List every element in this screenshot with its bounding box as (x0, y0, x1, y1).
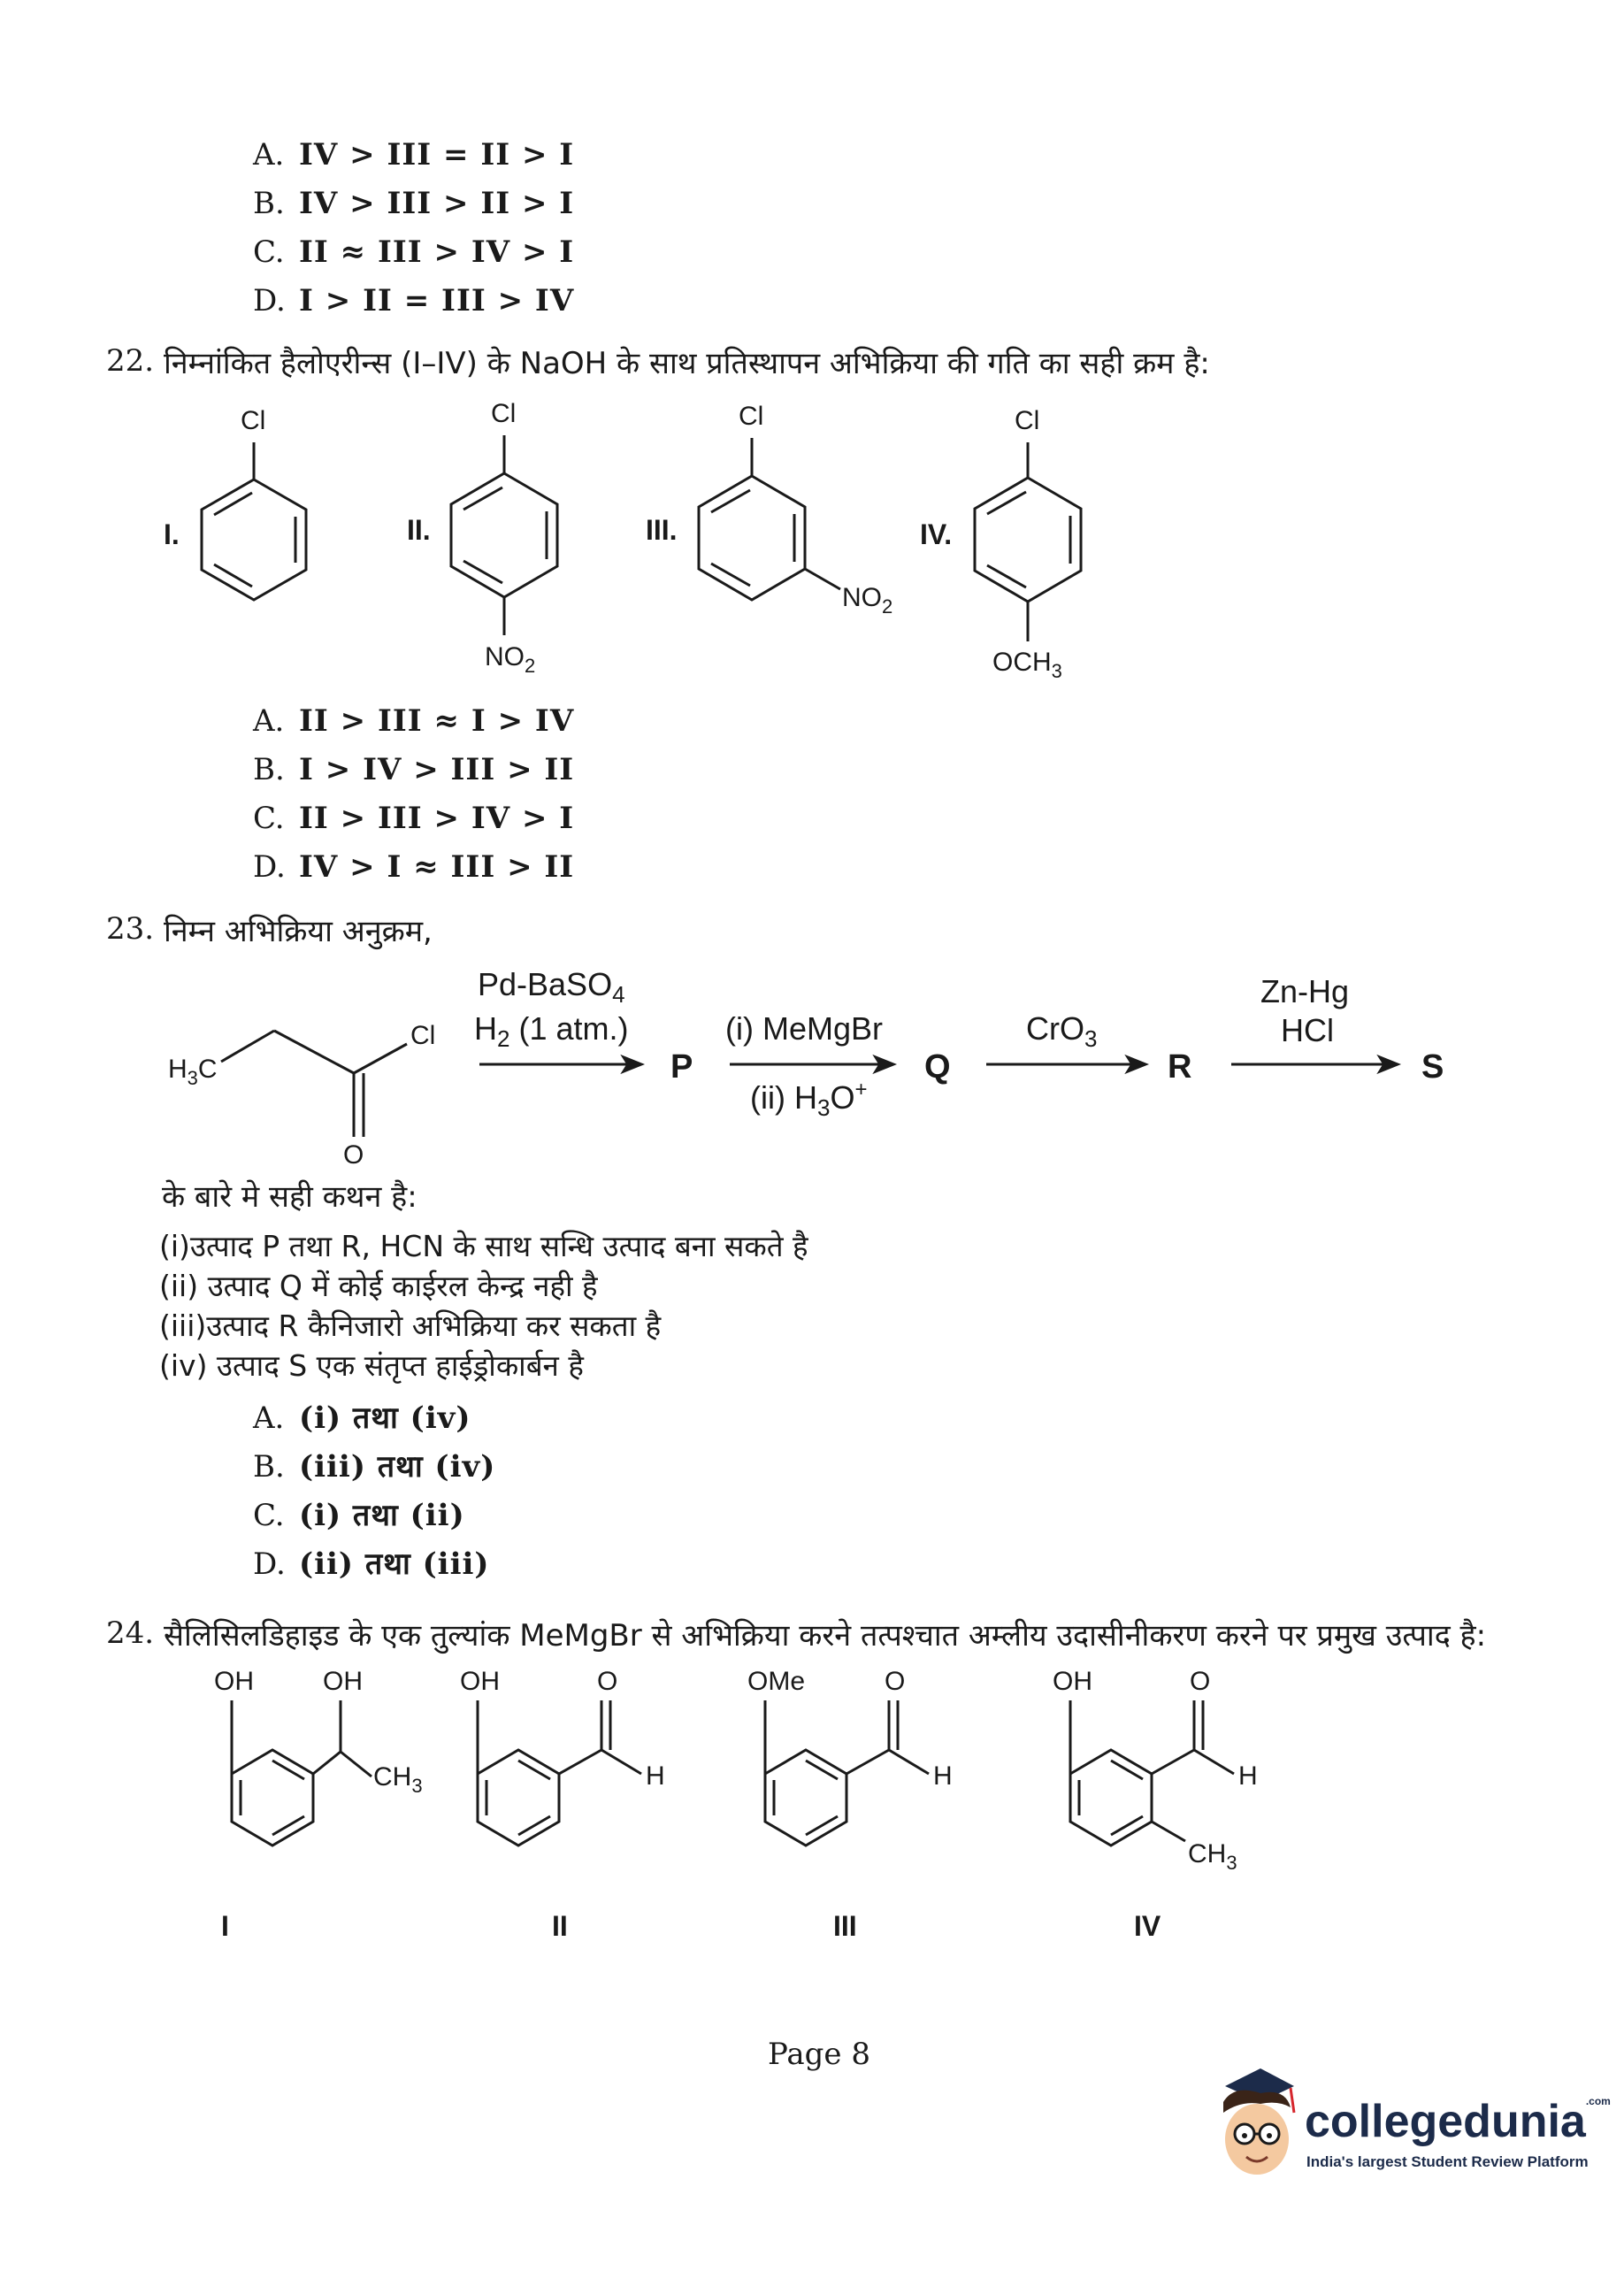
arrow-2-reagent-1: (i) MeMgBr (725, 1010, 883, 1047)
structure-iv-och3: $OCH_3$ (992, 648, 1062, 682)
q24-i-oh-1: OH (214, 1667, 254, 1696)
product-r: R (1168, 1048, 1192, 1086)
q23-option-d: D. (ii) तथा (iii) (253, 1546, 490, 1582)
arrow-1-reagent-1: Pd-BaSO$_4$ (478, 966, 625, 1008)
arrow-4-reagent-1: Zn-Hg (1260, 973, 1350, 1009)
q24-i-oh-2: OH (323, 1667, 363, 1696)
q24-structures (133, 1654, 1327, 1955)
q22-structure-iii (646, 402, 892, 618)
product-s: S (1421, 1048, 1444, 1086)
arrow-4-reagent-2: HCl (1281, 1012, 1334, 1048)
q21-option-c: C. II ≈ III > IV > I (253, 234, 575, 270)
q23-option-b: B. (iii) तथा (iv) (253, 1449, 496, 1485)
q24-iv-h: H (1238, 1761, 1258, 1791)
structure-iii-numeral: III. (646, 514, 678, 546)
q24-ii-h: H (646, 1761, 665, 1791)
arrow-2 (725, 1010, 951, 1121)
h3c-label: $H_3C$ (168, 1055, 218, 1089)
brand-name: collegedunia$^{.com}$ (1305, 2095, 1611, 2147)
q23-statement-ii: (ii) उत्पाद Q में कोई काईरल केन्द्र नही है (159, 1269, 598, 1303)
collegedunia-logo (1199, 2061, 1611, 2185)
q22-structures (133, 389, 1150, 690)
q24-ii-numeral: II (552, 1910, 568, 1942)
product-p: P (670, 1048, 693, 1086)
q22-question-text: निम्नांकित हैलोएरीन्स (I–IV) के NaOH के साथ प्रतिस्थापन अभिक्रिया की गति का सही क्रम है: (164, 346, 1210, 381)
q22-structure-i (164, 406, 306, 600)
o-label: O (343, 1140, 364, 1170)
arrow-3-reagent: CrO$_3$ (1026, 1010, 1098, 1052)
q24-ii-oh: OH (460, 1667, 500, 1696)
q24-iv-numeral: IV (1134, 1910, 1161, 1942)
q23-option-a: A. (i) तथा (iv) (253, 1400, 471, 1436)
q22-option-d: D. IV > I ≈ III > II (253, 849, 575, 885)
page-number: Page 8 (768, 2037, 870, 2072)
arrow-1-reagent-2: $H_2$ (1 atm.) (474, 1010, 629, 1052)
structure-iii-cl: Cl (739, 402, 764, 431)
q23-number: 23. (106, 911, 155, 947)
structure-i-numeral: I. (164, 518, 180, 550)
q22-structure-ii (407, 399, 557, 677)
q22-structure-iv (920, 406, 1081, 682)
q22-option-b: B. I > IV > III > II (253, 752, 575, 787)
mascot-icon (1199, 2061, 1305, 2185)
q22-number: 22. (106, 343, 155, 379)
q24-iv-ch3: $CH_3$ (1188, 1839, 1237, 1874)
cl-label: Cl (410, 1021, 436, 1050)
structure-iv-numeral: IV. (920, 518, 953, 550)
structure-ii-cl: Cl (491, 399, 517, 428)
arrow-1 (474, 966, 693, 1086)
arrow-2-reagent-2: (ii) $H_3O^+$ (750, 1078, 868, 1121)
arrow-3 (986, 1010, 1191, 1086)
q24-iii-h: H (933, 1761, 953, 1791)
q24-structure-iv (1053, 1667, 1258, 1942)
q24-i-ch3: $CH_3$ (373, 1762, 423, 1797)
propanoyl-chloride (168, 1021, 435, 1170)
q21-option-d: D. I > II = III > IV (253, 283, 575, 318)
q23-statement-iv: (iv) उत्पाद S एक संतृप्त हाईड्रोकार्बन है (159, 1348, 584, 1383)
q24-ii-o: O (597, 1667, 618, 1696)
q21-option-a: A. IV > III = II > I (253, 137, 575, 173)
q24-iii-ome: OMe (747, 1667, 806, 1696)
q23-statement-i: (i)उत्पाद P तथा R, HCN के साथ सन्धि उत्पाद बना सकते है (159, 1229, 808, 1263)
q23-option-c: C. (i) तथा (ii) (253, 1498, 465, 1533)
q24-number: 24. (106, 1615, 155, 1651)
q24-question-text: सैलिसिलडिहाइड के एक तुल्यांक MeMgBr से अभिक्रिया करने तत्पश्चात अम्लीय उदासीनीकरण करने पर प्रमुख उत्पाद है: (164, 1618, 1487, 1654)
q23-question-text: निम्न अभिक्रिया अनुक्रम, (164, 914, 433, 949)
q24-iii-o: O (885, 1667, 906, 1696)
q23-statement-iii: (iii)उत्पाद R कैनिजारो अभिक्रिया कर सकता है (159, 1308, 662, 1343)
q24-i-numeral: I (221, 1910, 229, 1942)
q24-structure-i (214, 1667, 423, 1942)
brand-tagline: India's largest Student Review Platform (1306, 2153, 1589, 2170)
q24-structure-ii (460, 1667, 665, 1942)
q24-iv-o: O (1190, 1667, 1211, 1696)
structure-ii-numeral: II. (407, 514, 431, 546)
product-q: Q (924, 1048, 951, 1086)
q23-lead-text: के बारे मे सही कथन है: (162, 1179, 417, 1215)
q22-option-c: C. II > III > IV > I (253, 801, 575, 836)
q24-iii-numeral: III (833, 1910, 857, 1942)
q23-reaction-scheme (150, 960, 1477, 1177)
arrow-4 (1231, 973, 1444, 1086)
q21-option-b: B. IV > III > II > I (253, 186, 575, 221)
q24-iv-oh: OH (1053, 1667, 1092, 1696)
q22-option-a: A. II > III ≈ I > IV (253, 703, 575, 739)
structure-i-cl: Cl (241, 406, 266, 435)
structure-iii-no2: $NO_2$ (842, 583, 893, 618)
structure-iv-cl: Cl (1015, 406, 1040, 435)
structure-ii-no2: $NO_2$ (485, 642, 536, 677)
q24-structure-iii (747, 1667, 953, 1942)
